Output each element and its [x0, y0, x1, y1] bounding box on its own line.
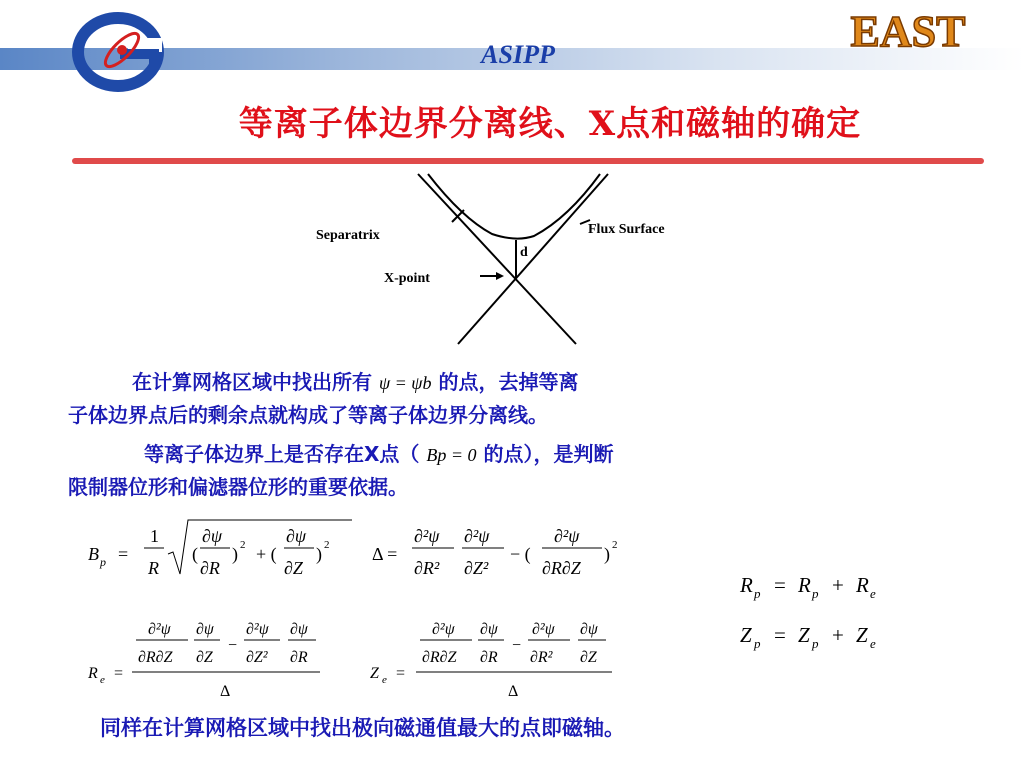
p2-math: Bp = 0: [426, 445, 477, 465]
svg-text:Z: Z: [856, 623, 868, 647]
svg-text:Z: Z: [798, 623, 810, 647]
svg-text:p: p: [100, 555, 106, 569]
svg-text:∂²ψ: ∂²ψ: [532, 621, 555, 638]
svg-text:∂R²: ∂R²: [414, 558, 440, 578]
svg-text:=: =: [396, 665, 406, 682]
separatrix-label: Separatrix: [316, 228, 380, 243]
svg-text:∂²ψ: ∂²ψ: [148, 621, 171, 638]
svg-text:=: =: [774, 573, 786, 597]
p1-text-a: 在计算网格区域中找出所有: [132, 370, 372, 394]
svg-text:): ): [316, 544, 322, 564]
svg-text:e: e: [100, 674, 105, 686]
svg-text:∂²ψ: ∂²ψ: [432, 621, 455, 638]
paragraph-separatrix: [68, 366, 908, 431]
svg-text:∂Z: ∂Z: [196, 649, 213, 666]
svg-text:R: R: [88, 665, 98, 682]
page-title: 等离子体边界分离线、X点和磁轴的确定: [238, 104, 862, 144]
svg-text:∂²ψ: ∂²ψ: [414, 526, 440, 546]
distance-label: d: [520, 245, 528, 260]
svg-text:Z: Z: [740, 623, 752, 647]
svg-text:R: R: [740, 573, 753, 597]
formula-re: [87, 621, 320, 700]
svg-text:EAST: EAST: [850, 7, 966, 56]
svg-text:∂Z: ∂Z: [580, 649, 597, 666]
svg-text:e: e: [870, 586, 876, 601]
formula-block: [80, 512, 1000, 708]
p2-text-a: 等离子体边界上是否存在X点（: [144, 442, 420, 466]
svg-text:R: R: [148, 558, 159, 578]
svg-text:p: p: [812, 636, 819, 651]
svg-text:p: p: [812, 586, 819, 601]
svg-text:R: R: [798, 573, 811, 597]
svg-text:=: =: [774, 623, 786, 647]
title-divider: [72, 158, 984, 164]
formula-bp: [88, 520, 352, 578]
paragraph-xpoint: [68, 438, 908, 503]
east-logo: [850, 2, 966, 56]
svg-text:− (: − (: [510, 544, 531, 564]
separatrix-diagram: [312, 168, 722, 348]
svg-text:=: =: [118, 544, 129, 564]
asipp-logo: [68, 8, 178, 90]
svg-text:): ): [232, 544, 238, 564]
svg-text:(: (: [192, 544, 198, 564]
svg-text:+: +: [832, 573, 844, 597]
svg-text:e: e: [870, 636, 876, 651]
svg-text:+: +: [832, 623, 844, 647]
svg-text:∂R∂Z: ∂R∂Z: [138, 649, 173, 666]
svg-text:∂ψ: ∂ψ: [290, 621, 308, 638]
svg-text:R: R: [856, 573, 869, 597]
p2-text-b: 的点），是判断: [483, 442, 614, 466]
svg-text:∂ψ: ∂ψ: [202, 526, 223, 546]
svg-text:e: e: [382, 674, 387, 686]
conclusion-text: 同样在计算网格区域中找出极向磁通值最大的点即磁轴。: [100, 716, 625, 740]
svg-text:1: 1: [150, 526, 159, 546]
svg-text:2: 2: [612, 539, 618, 551]
org-name: ASIPP: [481, 40, 555, 69]
svg-text:∂R²: ∂R²: [530, 649, 553, 666]
svg-text:Δ =: Δ =: [372, 544, 398, 564]
p2-line2: 限制器位形和偏滤器位形的重要依据。: [68, 475, 408, 499]
svg-text:2: 2: [324, 539, 330, 551]
svg-text:∂Z: ∂Z: [284, 558, 303, 578]
formula-rp: [739, 573, 876, 601]
svg-text:∂²ψ: ∂²ψ: [464, 526, 490, 546]
separatrix-line-left: [418, 174, 576, 344]
p1-math: ψ = ψb: [378, 373, 432, 393]
formula-delta: [372, 526, 618, 578]
svg-text:B: B: [88, 544, 99, 564]
svg-text:): ): [604, 544, 610, 564]
svg-text:∂R: ∂R: [200, 558, 220, 578]
flux-surface-curve: [428, 174, 600, 239]
svg-text:∂R: ∂R: [480, 649, 498, 666]
flux-surface-label: Flux Surface: [588, 222, 665, 237]
separatrix-line-right: [458, 174, 608, 344]
svg-text:∂ψ: ∂ψ: [196, 621, 214, 638]
svg-text:∂R∂Z: ∂R∂Z: [542, 558, 581, 578]
svg-text:p: p: [754, 636, 761, 651]
svg-text:Z: Z: [370, 665, 379, 682]
svg-text:∂R: ∂R: [290, 649, 308, 666]
xpoint-label: X-point: [384, 271, 430, 286]
p1-line2: 子体边界点后的剩余点就构成了等离子体边界分离线。: [68, 403, 548, 427]
svg-text:+ (: + (: [256, 544, 277, 564]
svg-text:=: =: [114, 665, 124, 682]
svg-text:Δ: Δ: [220, 683, 231, 700]
svg-text:∂ψ: ∂ψ: [580, 621, 598, 638]
svg-text:∂²ψ: ∂²ψ: [246, 621, 269, 638]
p1-text-b: 的点，去掉等离: [438, 370, 579, 394]
svg-text:Δ: Δ: [508, 683, 519, 700]
svg-text:−: −: [228, 637, 238, 654]
svg-text:∂R∂Z: ∂R∂Z: [422, 649, 457, 666]
formula-zp: [740, 623, 876, 651]
svg-text:∂Z²: ∂Z²: [464, 558, 489, 578]
svg-text:−: −: [512, 637, 522, 654]
svg-text:∂ψ: ∂ψ: [480, 621, 498, 638]
svg-text:∂ψ: ∂ψ: [286, 526, 307, 546]
svg-text:∂Z²: ∂Z²: [246, 649, 268, 666]
svg-text:p: p: [754, 586, 761, 601]
svg-text:2: 2: [240, 539, 246, 551]
formula-ze: [370, 621, 612, 700]
svg-text:∂²ψ: ∂²ψ: [554, 526, 580, 546]
